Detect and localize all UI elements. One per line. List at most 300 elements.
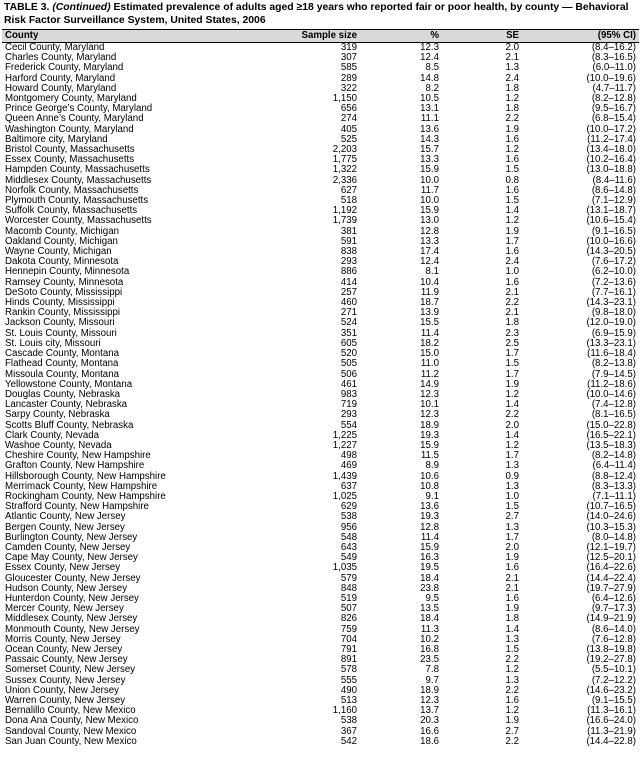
county-cell: Monmouth County, New Jersey (5, 623, 140, 635)
table-body (2, 43, 639, 747)
sample-size-cell: 1,035 (332, 562, 357, 574)
county-cell: Union County, New Jersey (5, 684, 119, 696)
percent-cell: 12.4 (420, 52, 439, 64)
sample-size-cell: 460 (340, 297, 357, 309)
sample-size-cell: 555 (340, 674, 357, 686)
sample-size-cell: 656 (340, 103, 357, 115)
se-cell: 1.3 (505, 460, 519, 472)
county-cell: Washoe County, Nevada (5, 439, 112, 451)
county-cell: Montgomery County, Maryland (5, 93, 137, 105)
ci-cell: (6.8–15.4) (591, 113, 636, 125)
ci-cell: (14.6–23.2) (586, 684, 636, 696)
ci-cell: (4.7–11.7) (592, 82, 636, 94)
ci-cell: (13.1–18.7) (586, 205, 636, 217)
se-cell: 1.0 (505, 490, 519, 502)
percent-cell: 10.8 (420, 480, 439, 492)
se-cell: 2.3 (505, 327, 519, 339)
ci-cell: (13.8–19.8) (586, 643, 636, 655)
sample-size-cell: 351 (340, 327, 357, 339)
percent-cell: 13.7 (420, 705, 439, 717)
se-cell: 1.6 (505, 562, 519, 574)
ci-cell: (14.3–20.5) (586, 246, 636, 258)
ci-cell: (7.1–12.9) (591, 195, 636, 207)
county-cell: Essex County, New Jersey (5, 562, 121, 574)
sample-size-cell: 629 (340, 501, 357, 513)
percent-cell: 15.9 (420, 164, 439, 176)
ci-cell: (8.0–14.8) (591, 531, 636, 543)
sample-size-cell: 719 (340, 399, 357, 411)
percent-cell: 13.6 (420, 501, 439, 513)
ci-cell: (19.2–27.8) (586, 654, 636, 666)
sample-size-cell: 367 (340, 725, 357, 737)
sample-size-cell: 505 (340, 358, 357, 370)
se-cell: 2.0 (505, 541, 519, 553)
percent-cell: 8.1 (425, 266, 439, 278)
se-cell: 1.6 (505, 154, 519, 166)
se-cell: 1.6 (505, 184, 519, 196)
sample-size-cell: 513 (340, 695, 357, 706)
county-cell: Frederick County, Maryland (5, 62, 124, 74)
county-cell: Cascade County, Montana (5, 348, 119, 360)
ci-cell: (12.1–19.7) (586, 541, 636, 553)
county-cell: Dona Ana County, New Mexico (5, 715, 139, 727)
ci-cell: (7.7–16.1) (591, 286, 636, 298)
ci-cell: (8.8–12.4) (591, 470, 636, 482)
percent-cell: 9.1 (425, 490, 439, 502)
percent-cell: 10.2 (420, 633, 439, 645)
county-cell: Clark County, Nevada (5, 429, 100, 441)
sample-size-cell: 289 (340, 72, 357, 84)
ci-cell: (16.4–22.6) (586, 562, 636, 574)
percent-cell: 12.3 (420, 695, 439, 706)
ci-cell: (7.9–14.5) (591, 368, 636, 380)
sample-size-cell: 414 (340, 276, 357, 288)
percent-cell: 10.4 (420, 276, 439, 288)
ci-cell: (10.0–16.6) (586, 235, 636, 247)
county-cell: Oakland County, Michigan (5, 235, 118, 247)
sample-size-cell: 591 (340, 235, 357, 247)
county-cell: Charles County, Maryland (5, 52, 117, 64)
header-county: County (5, 30, 39, 41)
se-cell: 2.1 (505, 286, 519, 298)
se-cell: 1.2 (505, 705, 519, 717)
sample-size-cell: 791 (340, 643, 357, 655)
ci-cell: (10.0–14.6) (586, 388, 636, 400)
se-cell: 1.6 (505, 246, 519, 258)
se-cell: 0.9 (505, 470, 519, 482)
ci-cell: (7.1–11.1) (592, 490, 636, 502)
percent-cell: 13.5 (420, 603, 439, 615)
se-cell: 2.1 (505, 52, 519, 64)
sample-size-cell: 886 (340, 266, 357, 278)
sample-size-cell: 956 (340, 521, 357, 533)
percent-cell: 15.9 (420, 541, 439, 553)
ci-cell: (8.2–13.8) (591, 358, 636, 370)
ci-cell: (6.0–11.0) (592, 62, 636, 74)
county-cell: Jackson County, Missouri (5, 317, 115, 329)
county-cell: Middlesex County, Massachusetts (5, 174, 152, 186)
sample-size-cell: 2,203 (332, 144, 357, 156)
county-cell: Merrimack County, New Hampshire (5, 480, 158, 492)
county-cell: Ocean County, New Jersey (5, 643, 123, 655)
se-cell: 2.2 (505, 654, 519, 666)
county-cell: Strafford County, New Hampshire (5, 501, 149, 513)
county-cell: Ramsey County, Minnesota (5, 276, 124, 288)
ci-cell: (6.4–11.4) (592, 460, 636, 472)
se-cell: 2.4 (505, 72, 519, 84)
se-cell: 1.3 (505, 521, 519, 533)
sample-size-cell: 469 (340, 460, 357, 472)
county-cell: San Juan County, New Mexico (5, 735, 137, 747)
se-cell: 2.0 (505, 42, 519, 53)
county-cell: St. Louis city, Missouri (5, 337, 101, 349)
se-cell: 1.5 (505, 164, 519, 176)
sample-size-cell: 405 (340, 123, 357, 135)
county-cell: Missoula County, Montana (5, 368, 119, 380)
ci-cell: (11.2–17.4) (587, 133, 636, 145)
se-cell: 1.3 (505, 480, 519, 492)
county-cell: Harford County, Maryland (5, 72, 116, 84)
county-cell: Baltimore city, Maryland (5, 133, 108, 145)
sample-size-cell: 578 (340, 664, 357, 676)
sample-size-cell: 507 (340, 603, 357, 615)
county-cell: Flathead County, Montana (5, 358, 119, 370)
percent-cell: 14.8 (420, 72, 439, 84)
se-cell: 2.2 (505, 297, 519, 309)
county-cell: Warren County, New Jersey (5, 695, 126, 706)
percent-cell: 9.7 (425, 674, 439, 686)
header-sample-size: Sample size (301, 30, 357, 41)
county-cell: Cecil County, Maryland (5, 42, 105, 53)
ci-cell: (5.5–10.1) (591, 664, 636, 676)
percent-cell: 17.4 (420, 246, 439, 258)
county-cell: Gloucester County, New Jersey (5, 572, 141, 584)
county-cell: Hampden County, Massachusetts (5, 164, 150, 176)
sample-size-cell: 891 (340, 654, 357, 666)
ci-cell: (14.4–22.4) (586, 572, 636, 584)
se-cell: 2.1 (505, 307, 519, 319)
county-cell: Cape May County, New Jersey (5, 552, 138, 564)
county-cell: Bernalillo County, New Mexico (5, 705, 136, 717)
se-cell: 1.4 (505, 205, 519, 217)
ci-cell: (9.7–17.3) (591, 603, 636, 615)
sample-size-cell: 1,227 (332, 439, 357, 451)
percent-cell: 18.9 (420, 684, 439, 696)
percent-cell: 13.6 (420, 123, 439, 135)
sample-size-cell: 293 (340, 409, 357, 421)
percent-cell: 23.5 (420, 654, 439, 666)
sample-size-cell: 538 (340, 715, 357, 727)
sample-size-cell: 759 (340, 623, 357, 635)
se-cell: 1.9 (505, 123, 519, 135)
percent-cell: 11.2 (420, 368, 439, 380)
sample-size-cell: 2,336 (332, 174, 357, 186)
ci-cell: (11.2–18.6) (587, 378, 636, 390)
county-cell: Plymouth County, Massachusetts (5, 195, 149, 207)
sample-size-cell: 271 (340, 307, 357, 319)
percent-cell: 13.0 (420, 215, 439, 227)
sample-size-cell: 1,739 (332, 215, 357, 227)
se-cell: 2.7 (505, 725, 519, 737)
county-cell: Bergen County, New Jersey (5, 521, 125, 533)
sample-size-cell: 319 (340, 42, 357, 53)
sample-size-cell: 637 (340, 480, 357, 492)
ci-cell: (19.7–27.9) (586, 582, 636, 594)
se-cell: 1.5 (505, 358, 519, 370)
ci-cell: (14.4–22.8) (586, 735, 636, 747)
se-cell: 1.6 (505, 133, 519, 145)
county-cell: Essex County, Massachusetts (5, 154, 135, 166)
percent-cell: 14.3 (420, 133, 439, 145)
sample-size-cell: 643 (340, 541, 357, 553)
ci-cell: (12.5–20.1) (586, 552, 636, 564)
ci-cell: (16.6–24.0) (586, 715, 636, 727)
se-cell: 1.6 (505, 592, 519, 604)
county-cell: Hudson County, New Jersey (5, 582, 128, 594)
sample-size-cell: 381 (340, 225, 357, 237)
sample-size-cell: 519 (340, 592, 357, 604)
percent-cell: 15.9 (420, 439, 439, 451)
se-cell: 1.4 (505, 429, 519, 441)
ci-cell: (9.8–18.0) (591, 307, 636, 319)
se-cell: 1.4 (505, 623, 519, 635)
ci-cell: (15.0–22.8) (586, 419, 636, 431)
percent-cell: 12.8 (420, 225, 439, 237)
sample-size-cell: 579 (340, 572, 357, 584)
sample-size-cell: 307 (340, 52, 357, 64)
se-cell: 1.3 (505, 674, 519, 686)
se-cell: 1.9 (505, 552, 519, 564)
sample-size-cell: 274 (340, 113, 357, 125)
percent-cell: 12.3 (420, 388, 439, 400)
percent-cell: 13.3 (420, 154, 439, 166)
percent-cell: 11.0 (420, 358, 439, 370)
percent-cell: 11.1 (420, 113, 439, 125)
sample-size-cell: 554 (340, 419, 357, 431)
county-cell: Middlesex County, New Jersey (5, 613, 138, 625)
county-cell: Somerset County, New Jersey (5, 664, 136, 676)
se-cell: 1.7 (505, 368, 519, 380)
percent-cell: 15.9 (420, 205, 439, 217)
se-cell: 1.9 (505, 378, 519, 390)
percent-cell: 11.3 (420, 623, 439, 635)
se-cell: 1.5 (505, 195, 519, 207)
se-cell: 2.0 (505, 419, 519, 431)
ci-cell: (11.6–18.4) (587, 348, 636, 360)
county-cell: Mercer County, New Jersey (5, 603, 124, 615)
sample-size-cell: 826 (340, 613, 357, 625)
sample-size-cell: 322 (340, 82, 357, 94)
table-row (2, 359, 639, 369)
se-cell: 1.8 (505, 82, 519, 94)
percent-cell: 11.4 (420, 531, 439, 543)
sample-size-cell: 1,322 (332, 164, 357, 176)
ci-cell: (9.1–16.5) (591, 225, 636, 237)
percent-cell: 15.5 (420, 317, 439, 329)
table-row (2, 461, 639, 471)
ci-cell: (16.5–22.1) (586, 429, 636, 441)
sample-size-cell: 1,150 (332, 93, 357, 105)
percent-cell: 8.5 (425, 62, 439, 74)
sample-size-cell: 520 (340, 348, 357, 360)
ci-cell: (13.0–18.8) (586, 164, 636, 176)
ci-cell: (11.3–21.9) (587, 725, 636, 737)
sample-size-cell: 490 (340, 684, 357, 696)
sample-size-cell: 1,775 (332, 154, 357, 166)
sample-size-cell: 1,160 (332, 705, 357, 717)
ci-cell: (6.2–10.0) (591, 266, 636, 278)
county-cell: Prince George’s County, Maryland (5, 103, 153, 115)
county-cell: Scotts Bluff County, Nebraska (5, 419, 134, 431)
ci-cell: (8.6–14.8) (591, 184, 636, 196)
sample-size-cell: 704 (340, 633, 357, 645)
se-cell: 2.2 (505, 113, 519, 125)
sample-size-cell: 983 (340, 388, 357, 400)
se-cell: 1.2 (505, 388, 519, 400)
percent-cell: 12.8 (420, 521, 439, 533)
sample-size-cell: 542 (340, 735, 357, 747)
ci-cell: (7.4–12.8) (591, 399, 636, 411)
percent-cell: 12.3 (420, 409, 439, 421)
sample-size-cell: 838 (340, 246, 357, 258)
percent-cell: 18.4 (420, 613, 439, 625)
se-cell: 1.2 (505, 215, 519, 227)
ci-cell: (7.6–12.8) (591, 633, 636, 645)
se-cell: 1.2 (505, 439, 519, 451)
title-age: ≥18 (296, 2, 314, 13)
sample-size-cell: 525 (340, 133, 357, 145)
ci-cell: (6.9–15.9) (591, 327, 636, 339)
se-cell: 1.7 (505, 531, 519, 543)
percent-cell: 10.0 (420, 195, 439, 207)
percent-cell: 13.3 (420, 235, 439, 247)
percent-cell: 12.3 (420, 42, 439, 53)
percent-cell: 16.6 (420, 725, 439, 737)
ci-cell: (13.4–18.0) (586, 144, 636, 156)
county-cell: Queen Anne’s County, Maryland (5, 113, 144, 125)
percent-cell: 9.5 (425, 592, 439, 604)
sample-size-cell: 585 (340, 62, 357, 74)
sample-size-cell: 548 (340, 531, 357, 543)
percent-cell: 15.7 (420, 144, 439, 156)
sample-size-cell: 848 (340, 582, 357, 594)
sample-size-cell: 605 (340, 337, 357, 349)
title-prefix: TABLE 3. (4, 2, 53, 13)
percent-cell: 19.3 (420, 429, 439, 441)
county-cell: Norfolk County, Massachusetts (5, 184, 139, 196)
ci-cell: (8.3–13.3) (591, 480, 636, 492)
ci-cell: (8.1–16.5) (591, 409, 636, 421)
county-cell: St. Louis County, Missouri (5, 327, 117, 339)
county-cell: Morris County, New Jersey (5, 633, 121, 645)
ci-cell: (10.7–16.5) (586, 501, 636, 513)
se-cell: 1.9 (505, 225, 519, 237)
percent-cell: 16.3 (420, 552, 439, 564)
table-title (4, 2, 640, 27)
title-rest: years who reported fair or poor health, by county — Behavioral Risk Factor Surveillance System, United States, 2006 (4, 2, 629, 26)
percent-cell: 8.9 (425, 460, 439, 472)
sample-size-cell: 257 (340, 286, 357, 298)
county-cell: Worcester County, Massachusetts (5, 215, 152, 227)
county-cell: Sandoval County, New Mexico (5, 725, 137, 737)
percent-cell: 7.8 (425, 664, 439, 676)
percent-cell: 11.5 (420, 450, 439, 462)
se-cell: 1.6 (505, 276, 519, 288)
se-cell: 1.4 (505, 399, 519, 411)
ci-cell: (10.6–15.4) (586, 215, 636, 227)
percent-cell: 23.8 (420, 582, 439, 594)
ci-cell: (10.2–16.4) (586, 154, 636, 166)
se-cell: 1.5 (505, 643, 519, 655)
percent-cell: 18.4 (420, 572, 439, 584)
se-cell: 1.2 (505, 93, 519, 105)
sample-size-cell: 1,192 (332, 205, 357, 217)
header-percent: % (430, 30, 439, 41)
se-cell: 2.7 (505, 511, 519, 523)
county-cell: Lancaster County, Nebraska (5, 399, 128, 411)
se-cell: 1.8 (505, 103, 519, 115)
county-cell: Howard County, Maryland (5, 82, 117, 94)
percent-cell: 16.8 (420, 643, 439, 655)
county-cell: Sussex County, New Jersey (5, 674, 126, 686)
se-cell: 1.8 (505, 317, 519, 329)
percent-cell: 11.4 (420, 327, 439, 339)
ci-cell: (8.4–11.6) (592, 174, 636, 186)
county-cell: Yellowstone County, Montana (5, 378, 133, 390)
percent-cell: 10.0 (420, 174, 439, 186)
percent-cell: 11.7 (420, 184, 439, 196)
percent-cell: 15.0 (420, 348, 439, 360)
county-cell: Atlantic County, New Jersey (5, 511, 126, 523)
ci-cell: (10.0–19.6) (586, 72, 636, 84)
ci-cell: (7.6–17.2) (591, 256, 636, 268)
county-cell: Hinds County, Mississippi (5, 297, 115, 309)
percent-cell: 11.9 (420, 286, 439, 298)
se-cell: 2.4 (505, 256, 519, 268)
county-cell: Washington County, Maryland (5, 123, 134, 135)
county-cell: Cheshire County, New Hampshire (5, 450, 151, 462)
ci-cell: (7.2–13.6) (591, 276, 636, 288)
se-cell: 2.5 (505, 337, 519, 349)
ci-cell: (8.2–14.8) (591, 450, 636, 462)
ci-cell: (6.4–12.6) (591, 592, 636, 604)
county-cell: Bristol County, Massachusetts (5, 144, 135, 156)
percent-cell: 14.9 (420, 378, 439, 390)
county-cell: Wayne County, Michigan (5, 246, 112, 258)
se-cell: 1.2 (505, 144, 519, 156)
percent-cell: 19.5 (420, 562, 439, 574)
county-cell: Rankin County, Mississippi (5, 307, 121, 319)
se-cell: 1.6 (505, 695, 519, 706)
se-cell: 1.7 (505, 450, 519, 462)
sample-size-cell: 506 (340, 368, 357, 380)
title-mid: Estimated prevalence of adults aged (110, 2, 297, 13)
se-cell: 1.8 (505, 613, 519, 625)
sample-size-cell: 627 (340, 184, 357, 196)
sample-size-cell: 549 (340, 552, 357, 564)
ci-cell: (9.5–16.7) (591, 103, 636, 115)
title-continued: (Continued) (52, 2, 111, 13)
sample-size-cell: 1,439 (332, 470, 357, 482)
se-cell: 1.3 (505, 633, 519, 645)
percent-cell: 19.3 (420, 511, 439, 523)
sample-size-cell: 293 (340, 256, 357, 268)
county-cell: Passaic County, New Jersey (5, 654, 128, 666)
county-cell: DeSoto County, Mississippi (5, 286, 123, 298)
se-cell: 1.9 (505, 603, 519, 615)
county-cell: Douglas County, Nebraska (5, 388, 121, 400)
table-row (2, 737, 639, 747)
